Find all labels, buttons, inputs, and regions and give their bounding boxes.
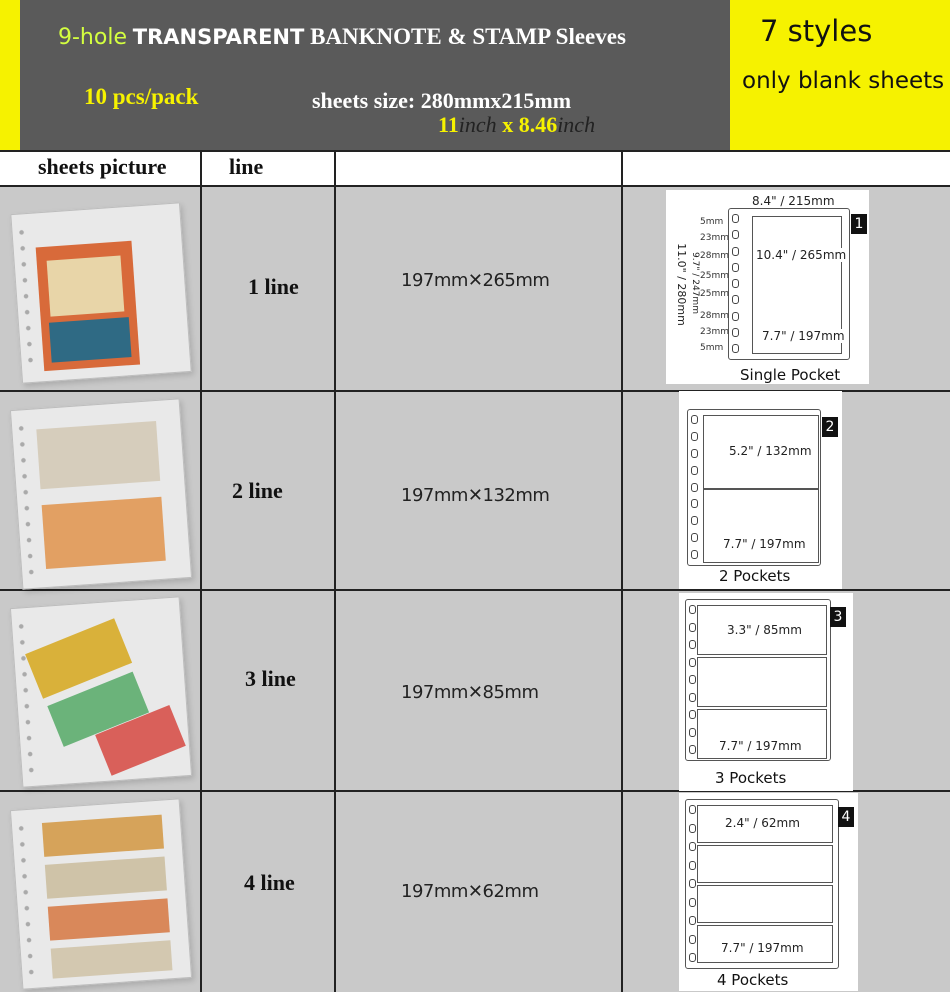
pocket-outline <box>697 885 833 923</box>
row-pocket-size: 197mm✕62mm <box>401 881 539 902</box>
pocket-outline <box>697 845 833 883</box>
binder-hole <box>732 328 739 337</box>
pocket-diagram-3 <box>679 593 853 791</box>
dim-pocket-height: 5.2" / 132mm <box>729 444 812 458</box>
gap-label: 25mm <box>700 271 729 281</box>
blank-sheets-note: only blank sheets <box>742 68 945 94</box>
binder-hole <box>689 916 696 925</box>
style-number-badge: 3 <box>830 607 846 627</box>
row-line-label: 1 line <box>248 274 299 299</box>
binder-hole <box>689 824 696 833</box>
pocket-outline <box>697 657 827 707</box>
pack-count: 10 pcs/pack <box>84 84 199 109</box>
row-pocket-size: 197mm✕265mm <box>401 270 550 291</box>
style-number-badge: 2 <box>822 417 838 437</box>
sheet-size-mm: sheets size: 280mmx215mm <box>312 88 572 113</box>
inch-unit-a: inch <box>458 112 497 137</box>
binder-hole <box>689 605 696 614</box>
binder-hole <box>689 710 696 719</box>
pocket-diagram-4 <box>679 793 858 991</box>
gap-label: 23mm <box>700 327 729 337</box>
inch-times: x <box>496 112 519 137</box>
binder-hole <box>689 658 696 667</box>
binder-hole <box>689 842 696 851</box>
row-line-label: 4 line <box>244 870 295 895</box>
sheet-photo-2-line <box>10 398 192 589</box>
row-line-label: 3 line <box>245 666 296 691</box>
binder-hole <box>689 879 696 888</box>
diagram-caption: 3 Pockets <box>715 769 787 787</box>
binder-hole <box>691 499 698 508</box>
inch-value-a: 11 <box>438 112 459 137</box>
binder-hole <box>691 516 698 525</box>
gap-label: 28mm <box>700 251 729 261</box>
style-number-badge: 1 <box>851 214 867 234</box>
dim-hole-span: 9.7" / 247mm <box>689 252 700 314</box>
pocket-outline <box>703 489 819 563</box>
row-divider <box>0 589 950 591</box>
dim-pocket-width: 7.7" / 197mm <box>719 739 802 753</box>
binder-hole <box>689 953 696 962</box>
binder-hole <box>691 415 698 424</box>
binder-hole <box>732 230 739 239</box>
binder-hole <box>732 247 739 256</box>
binder-hole <box>689 675 696 684</box>
binder-hole <box>732 279 739 288</box>
pocket-diagram-2 <box>679 391 842 589</box>
style-number-badge: 4 <box>838 807 854 827</box>
inch-unit-b: inch <box>557 112 596 137</box>
binder-hole <box>689 935 696 944</box>
col-divider <box>200 150 202 992</box>
gap-label: 25mm <box>700 289 729 299</box>
dim-pocket-width: 7.7" / 197mm <box>723 537 806 551</box>
row-pocket-size: 197mm✕132mm <box>401 485 550 506</box>
binder-hole <box>691 533 698 542</box>
banner-accent-stripe <box>0 0 20 150</box>
gap-label: 28mm <box>700 311 729 321</box>
gap-label: 5mm <box>700 343 724 353</box>
sheet-photo-3-line <box>10 596 192 787</box>
dim-pocket-width: 7.7" / 197mm <box>721 941 804 955</box>
dim-top-width: 8.4" / 215mm <box>752 194 835 208</box>
binder-hole <box>691 432 698 441</box>
header-sheets-picture: sheets picture <box>38 154 167 179</box>
col-divider <box>621 150 623 992</box>
header-banner <box>0 0 950 150</box>
binder-hole <box>691 466 698 475</box>
binder-hole <box>689 640 696 649</box>
title-rest: BANKNOTE & STAMP Sleeves <box>310 24 626 49</box>
binder-hole <box>732 312 739 321</box>
styles-count: 7 styles <box>760 14 873 48</box>
banner-title-panel <box>20 0 730 150</box>
title-hole-count: 9-hole <box>58 25 127 50</box>
binder-hole <box>732 344 739 353</box>
col-divider <box>334 150 336 992</box>
product-title <box>58 24 626 50</box>
dim-sheet-height: 11.0" / 280mm <box>674 243 688 326</box>
row-line-label: 2 line <box>232 478 283 503</box>
binder-hole <box>689 623 696 632</box>
binder-hole <box>691 449 698 458</box>
sheet-photo-4-line <box>10 798 192 989</box>
binder-hole <box>689 728 696 737</box>
dim-pocket-height: 3.3" / 85mm <box>727 623 802 637</box>
binder-hole <box>689 861 696 870</box>
binder-hole <box>689 745 696 754</box>
binder-hole <box>689 898 696 907</box>
dim-pocket-height: 2.4" / 62mm <box>725 816 800 830</box>
binder-hole <box>691 550 698 559</box>
title-transparent: TRANSPARENT <box>132 25 305 49</box>
pocket-diagram-1 <box>666 190 869 384</box>
dim-pocket-width: 7.7" / 197mm <box>762 329 845 343</box>
diagram-caption: 2 Pockets <box>719 567 791 585</box>
binder-hole <box>689 693 696 702</box>
gap-label: 23mm <box>700 233 729 243</box>
sheet-size-inch <box>438 112 595 138</box>
spec-table <box>0 150 950 992</box>
diagram-caption: 4 Pockets <box>717 971 789 989</box>
dim-pocket-height: 10.4" / 265mm <box>756 248 847 262</box>
sheet-photo-1-line <box>10 202 191 383</box>
binder-hole <box>732 263 739 272</box>
header-line: line <box>229 154 264 179</box>
gap-label: 5mm <box>700 217 724 227</box>
binder-hole <box>732 214 739 223</box>
row-pocket-size: 197mm✕85mm <box>401 682 539 703</box>
binder-hole <box>689 805 696 814</box>
inch-value-b: 8.46 <box>518 112 558 137</box>
table-header <box>0 150 950 187</box>
binder-hole <box>691 483 698 492</box>
binder-hole <box>732 295 739 304</box>
diagram-caption: Single Pocket <box>740 366 841 384</box>
